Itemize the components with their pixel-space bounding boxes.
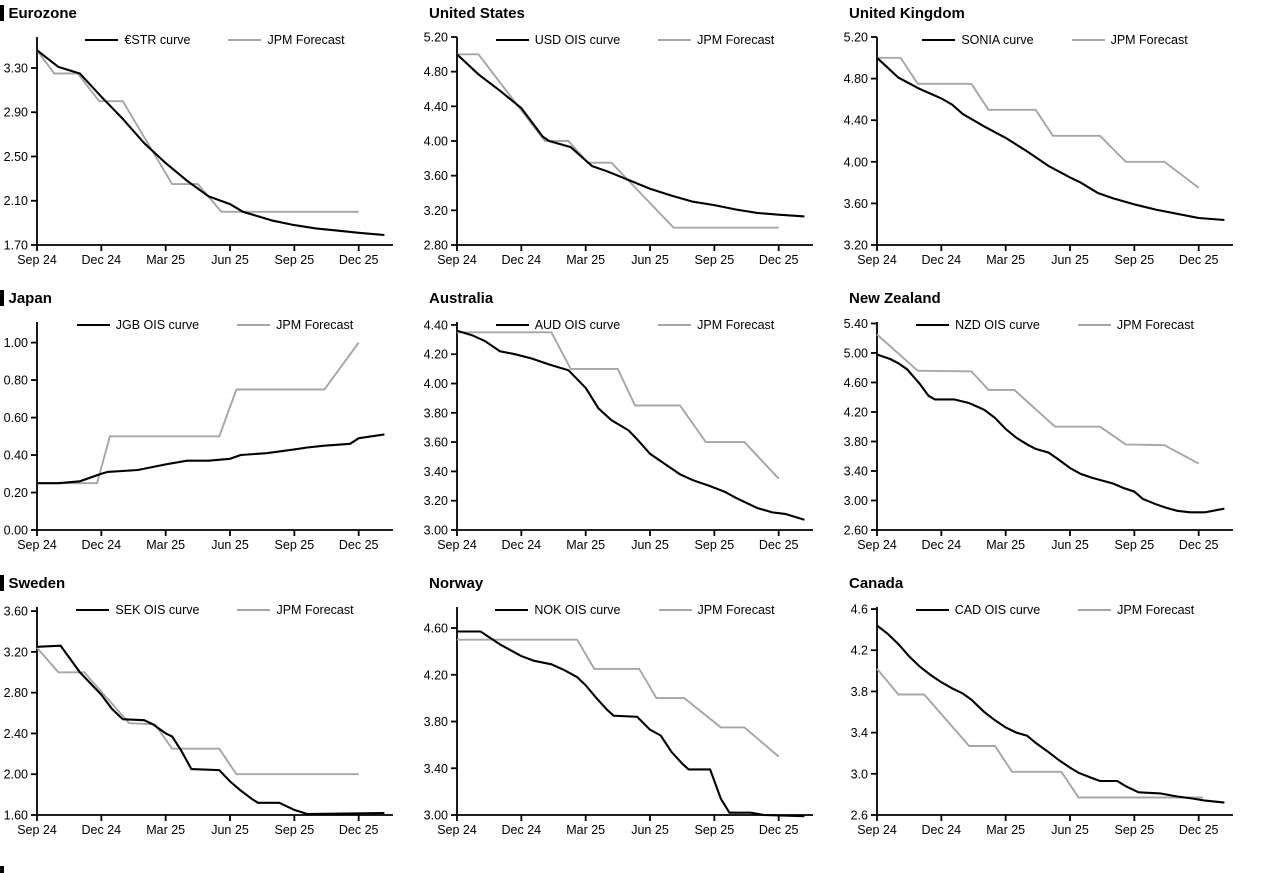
chart-plot-area bbox=[0, 593, 420, 855]
y-tick-label: 3.80 bbox=[423, 715, 448, 730]
chart-panel-canada bbox=[840, 570, 1264, 873]
chart-plot bbox=[840, 308, 1260, 570]
chart-plot bbox=[0, 308, 420, 570]
chart-plot bbox=[840, 593, 1260, 855]
x-tick-label: Sep 25 bbox=[694, 253, 735, 267]
x-tick-label: Sep 25 bbox=[1114, 823, 1155, 837]
forecast-legend-label: JPM Forecast bbox=[276, 603, 354, 617]
chart-plot bbox=[0, 23, 420, 285]
curve-legend-label: AUD OIS curve bbox=[534, 318, 621, 332]
forecast-line bbox=[877, 335, 1199, 464]
ois-curve-line bbox=[37, 434, 384, 483]
chart-title: Japan bbox=[8, 289, 52, 307]
y-tick-label: 2.50 bbox=[3, 149, 28, 164]
chart-title-row bbox=[0, 3, 420, 23]
x-tick-label: Dec 24 bbox=[501, 538, 542, 552]
y-tick-label: 3.8 bbox=[850, 684, 868, 699]
y-tick-label: 4.40 bbox=[423, 99, 448, 114]
x-tick-label: Dec 24 bbox=[921, 538, 962, 552]
y-tick-label: 4.40 bbox=[843, 113, 868, 128]
y-tick-label: 0.80 bbox=[3, 373, 28, 388]
ois-curve-line bbox=[37, 646, 384, 814]
y-tick-label: 4.00 bbox=[423, 134, 448, 149]
y-tick-label: 3.20 bbox=[843, 238, 868, 253]
y-tick-label: 3.80 bbox=[843, 434, 868, 449]
forecast-line bbox=[37, 648, 359, 774]
curve-legend-label: JGB OIS curve bbox=[115, 318, 200, 332]
x-tick-label: Dec 24 bbox=[81, 538, 122, 552]
x-tick-label: Mar 25 bbox=[566, 253, 606, 267]
y-tick-label: 0.20 bbox=[3, 486, 28, 501]
curve-legend-label: NZD OIS curve bbox=[955, 318, 1040, 332]
next-section-title-bar bbox=[0, 866, 4, 873]
chart-plot bbox=[420, 593, 840, 855]
chart-title-row bbox=[0, 288, 420, 308]
x-tick-label: Dec 25 bbox=[1178, 538, 1219, 552]
x-tick-label: Sep 24 bbox=[857, 253, 897, 267]
y-tick-label: 4.00 bbox=[423, 377, 448, 392]
forecast-legend-label: JPM Forecast bbox=[1110, 33, 1188, 47]
chart-panel-japan bbox=[0, 285, 420, 570]
x-tick-label: Sep 24 bbox=[857, 823, 897, 837]
chart-panel-australia bbox=[420, 285, 840, 570]
y-tick-label: 2.6 bbox=[850, 808, 868, 823]
chart-plot-area bbox=[420, 23, 840, 285]
y-tick-label: 3.40 bbox=[423, 464, 448, 479]
title-accent-bar bbox=[0, 5, 4, 21]
y-tick-label: 4.2 bbox=[850, 643, 868, 658]
y-tick-label: 4.6 bbox=[850, 602, 868, 617]
forecast-line bbox=[877, 58, 1199, 188]
curve-legend-label: CAD OIS curve bbox=[954, 603, 1041, 617]
x-tick-label: Mar 25 bbox=[146, 538, 186, 552]
y-tick-label: 4.20 bbox=[843, 405, 868, 420]
y-tick-label: 5.00 bbox=[843, 346, 868, 361]
chart-title: Australia bbox=[429, 289, 494, 307]
y-tick-label: 0.40 bbox=[3, 448, 28, 463]
chart-panel-sweden bbox=[0, 570, 420, 873]
chart-title: Eurozone bbox=[8, 4, 77, 22]
y-tick-label: 1.70 bbox=[3, 238, 28, 253]
x-tick-label: Mar 25 bbox=[146, 253, 186, 267]
chart-plot-area bbox=[0, 308, 420, 570]
x-tick-label: Jun 25 bbox=[631, 538, 669, 552]
x-tick-label: Sep 25 bbox=[1114, 538, 1155, 552]
x-tick-label: Mar 25 bbox=[986, 538, 1026, 552]
x-tick-label: Sep 24 bbox=[17, 253, 57, 267]
y-tick-label: 4.00 bbox=[843, 155, 868, 170]
x-tick-label: Dec 24 bbox=[921, 823, 962, 837]
title-accent-bar bbox=[0, 575, 4, 591]
chart-panel-united-states bbox=[420, 0, 840, 285]
x-tick-label: Sep 25 bbox=[694, 538, 735, 552]
x-tick-label: Dec 24 bbox=[81, 823, 122, 837]
y-tick-label: 3.30 bbox=[3, 61, 28, 76]
y-tick-label: 4.60 bbox=[843, 375, 868, 390]
forecast-legend-label: JPM Forecast bbox=[276, 318, 354, 332]
forecast-legend-label: JPM Forecast bbox=[1117, 603, 1195, 617]
y-tick-label: 3.60 bbox=[3, 604, 28, 619]
x-tick-label: Jun 25 bbox=[1051, 253, 1089, 267]
chart-plot bbox=[0, 593, 420, 855]
x-tick-label: Sep 24 bbox=[857, 538, 897, 552]
y-tick-label: 1.00 bbox=[3, 336, 28, 351]
x-tick-label: Sep 24 bbox=[17, 823, 57, 837]
x-tick-label: Sep 24 bbox=[437, 253, 477, 267]
y-tick-label: 0.60 bbox=[3, 411, 28, 426]
forecast-legend-label: JPM Forecast bbox=[697, 33, 775, 47]
y-tick-label: 5.40 bbox=[843, 316, 868, 331]
chart-title-row bbox=[840, 3, 1264, 23]
x-tick-label: Sep 25 bbox=[274, 823, 315, 837]
forecast-line bbox=[457, 332, 779, 478]
y-tick-label: 4.20 bbox=[423, 347, 448, 362]
y-tick-label: 3.0 bbox=[850, 767, 868, 782]
y-tick-label: 3.20 bbox=[3, 645, 28, 660]
y-tick-label: 4.40 bbox=[423, 318, 448, 333]
y-tick-label: 3.00 bbox=[843, 493, 868, 508]
forecast-legend-label: JPM Forecast bbox=[697, 603, 775, 617]
chart-plot-area bbox=[840, 23, 1260, 285]
y-tick-label: 3.00 bbox=[423, 523, 448, 538]
ois-curve-line bbox=[877, 626, 1224, 803]
chart-title-row bbox=[0, 573, 420, 593]
x-tick-label: Mar 25 bbox=[986, 823, 1026, 837]
forecast-line bbox=[877, 669, 1203, 798]
y-tick-label: 4.20 bbox=[423, 668, 448, 683]
forecast-legend-label: JPM Forecast bbox=[1116, 318, 1194, 332]
x-tick-label: Sep 24 bbox=[437, 823, 477, 837]
chart-title-row bbox=[840, 288, 1264, 308]
chart-title: Norway bbox=[429, 574, 484, 592]
x-tick-label: Dec 25 bbox=[338, 823, 379, 837]
x-tick-label: Dec 25 bbox=[1178, 823, 1219, 837]
chart-title: United Kingdom bbox=[849, 4, 965, 22]
forecast-line bbox=[457, 54, 779, 227]
x-tick-label: Jun 25 bbox=[211, 823, 249, 837]
x-tick-label: Mar 25 bbox=[146, 823, 186, 837]
y-tick-label: 2.00 bbox=[3, 767, 28, 782]
y-tick-label: 3.20 bbox=[423, 494, 448, 509]
x-tick-label: Dec 25 bbox=[338, 253, 379, 267]
x-tick-label: Dec 24 bbox=[501, 823, 542, 837]
chart-title: Sweden bbox=[8, 574, 66, 592]
ois-curve-line bbox=[877, 355, 1224, 513]
chart-plot-area bbox=[840, 593, 1260, 855]
x-tick-label: Sep 25 bbox=[274, 538, 315, 552]
y-tick-label: 3.60 bbox=[423, 435, 448, 450]
y-tick-label: 4.80 bbox=[423, 65, 448, 80]
x-tick-label: Jun 25 bbox=[631, 253, 669, 267]
title-accent-bar bbox=[0, 290, 4, 306]
x-tick-label: Sep 25 bbox=[1114, 253, 1155, 267]
x-tick-label: Dec 24 bbox=[81, 253, 122, 267]
chart-panel-norway bbox=[420, 570, 840, 873]
y-tick-label: 1.60 bbox=[3, 808, 28, 823]
x-tick-label: Jun 25 bbox=[631, 823, 669, 837]
chart-plot bbox=[420, 308, 840, 570]
chart-title: New Zealand bbox=[849, 289, 941, 307]
y-tick-label: 3.40 bbox=[423, 761, 448, 776]
chart-panel-eurozone bbox=[0, 0, 420, 285]
y-tick-label: 2.80 bbox=[3, 686, 28, 701]
x-tick-label: Dec 25 bbox=[758, 538, 799, 552]
x-tick-label: Mar 25 bbox=[566, 538, 606, 552]
y-tick-label: 3.4 bbox=[850, 726, 868, 741]
forecast-line bbox=[457, 640, 779, 757]
chart-plot-area bbox=[840, 308, 1260, 570]
x-tick-label: Jun 25 bbox=[211, 538, 249, 552]
y-tick-label: 5.20 bbox=[843, 30, 868, 45]
x-tick-label: Sep 25 bbox=[274, 253, 315, 267]
curve-legend-label: NOK OIS curve bbox=[534, 603, 621, 617]
x-tick-label: Dec 24 bbox=[501, 253, 542, 267]
y-tick-label: 3.60 bbox=[843, 196, 868, 211]
x-tick-label: Jun 25 bbox=[211, 253, 249, 267]
chart-title-row bbox=[840, 573, 1264, 593]
chart-plot bbox=[840, 23, 1260, 285]
x-tick-label: Sep 24 bbox=[437, 538, 477, 552]
chart-title-row bbox=[420, 573, 840, 593]
chart-title: Canada bbox=[849, 574, 904, 592]
y-tick-label: 2.90 bbox=[3, 105, 28, 120]
y-tick-label: 3.00 bbox=[423, 808, 448, 823]
chart-plot-area bbox=[0, 23, 420, 285]
ois-curve-line bbox=[457, 331, 804, 520]
y-tick-label: 0.00 bbox=[3, 523, 28, 538]
y-tick-label: 3.60 bbox=[423, 169, 448, 184]
y-tick-label: 2.40 bbox=[3, 726, 28, 741]
ois-curve-line bbox=[457, 54, 804, 216]
curve-legend-label: SEK OIS curve bbox=[115, 603, 200, 617]
x-tick-label: Mar 25 bbox=[566, 823, 606, 837]
chart-title-row bbox=[420, 288, 840, 308]
y-tick-label: 4.80 bbox=[843, 72, 868, 87]
chart-plot-area bbox=[420, 308, 840, 570]
curve-legend-label: USD OIS curve bbox=[534, 33, 621, 47]
y-tick-label: 3.80 bbox=[423, 406, 448, 421]
x-tick-label: Dec 24 bbox=[921, 253, 962, 267]
x-tick-label: Mar 25 bbox=[986, 253, 1026, 267]
x-tick-label: Dec 25 bbox=[758, 823, 799, 837]
x-tick-label: Dec 25 bbox=[1178, 253, 1219, 267]
chart-plot-area bbox=[420, 593, 840, 855]
forecast-line bbox=[37, 343, 359, 484]
y-tick-label: 4.60 bbox=[423, 621, 448, 636]
y-tick-label: 3.20 bbox=[423, 203, 448, 218]
chart-plot bbox=[420, 23, 840, 285]
forecast-legend-label: JPM Forecast bbox=[697, 318, 775, 332]
ois-curve-line bbox=[877, 58, 1224, 220]
y-tick-label: 2.80 bbox=[423, 238, 448, 253]
ois-curve-line bbox=[37, 50, 384, 235]
x-tick-label: Jun 25 bbox=[1051, 823, 1089, 837]
chart-title-row bbox=[420, 3, 840, 23]
forecast-legend-label: JPM Forecast bbox=[267, 33, 345, 47]
curve-legend-label: €STR curve bbox=[124, 33, 191, 47]
x-tick-label: Sep 25 bbox=[694, 823, 735, 837]
y-tick-label: 3.40 bbox=[843, 464, 868, 479]
x-tick-label: Jun 25 bbox=[1051, 538, 1089, 552]
curve-legend-label: SONIA curve bbox=[961, 33, 1034, 47]
x-tick-label: Dec 25 bbox=[758, 253, 799, 267]
y-tick-label: 2.10 bbox=[3, 194, 28, 209]
y-tick-label: 2.60 bbox=[843, 523, 868, 538]
chart-panel-new-zealand bbox=[840, 285, 1264, 570]
y-tick-label: 5.20 bbox=[423, 30, 448, 45]
chart-panel-united-kingdom bbox=[840, 0, 1264, 285]
ois-curve-line bbox=[457, 632, 804, 817]
x-tick-label: Sep 24 bbox=[17, 538, 57, 552]
x-tick-label: Dec 25 bbox=[338, 538, 379, 552]
chart-title: United States bbox=[429, 4, 525, 22]
